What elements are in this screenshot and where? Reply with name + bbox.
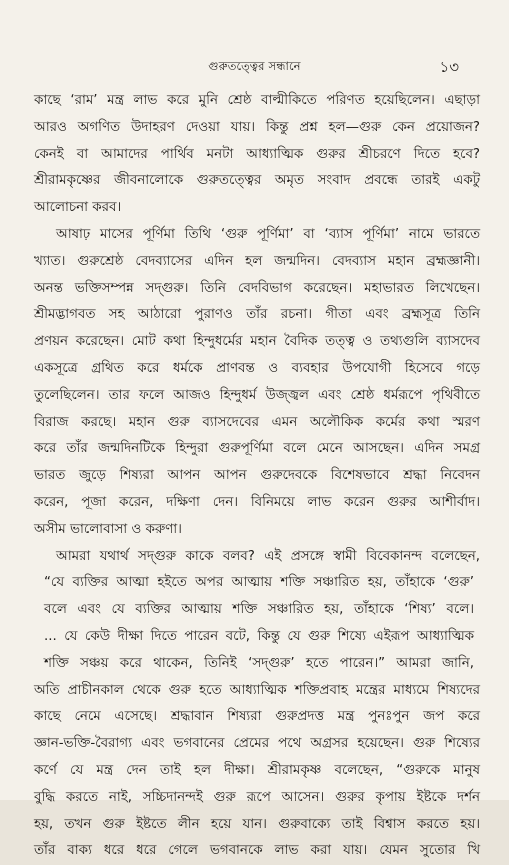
text-line: অসীম ভালোবাসা ও করুণা।	[34, 521, 182, 537]
running-title: গুরুতত্ত্বের সন্ধানে	[208, 59, 301, 73]
quote-line: বলে এবং যে ব্যক্তির আত্মায় শক্তি সঞ্চারিত হয়, তাঁহাকে ‘শিষ্য’ বলে।	[44, 602, 474, 618]
quote-line: ... যে কেউ দীক্ষা দিতে পারেন বটে, কিন্তু যে গুরু শিষ্যে এইরূপ আধ্যাত্মিক	[44, 628, 474, 644]
text-line: হয়, তখন গুরু ইষ্টতে লীন হয়ে যান। গুরুবাক্যে তাই বিশ্বাস করতে হয়।	[34, 816, 480, 832]
text-line: প্রণয়ন করেছেন। মোট কথা হিন্দুধর্মের মহান বৈদিক তত্ত্ব ও তথ্যগুলি ব্যাসদেব	[34, 334, 480, 350]
text-line: কেনই বা আমাদের পার্থিব মনটা আধ্যাত্মিক গুরুর শ্রীচরণে দিতে হবে?	[34, 146, 480, 162]
text-line: আরও অগণিত উদাহরণ দেওয়া যায়। কিন্তু প্রশ্ন হল—গুরু কেন প্রয়োজন?	[34, 119, 480, 135]
text-line: আমরা যথার্থ সদ্‌গুরু কাকে বলব? এই প্রসঙ্গে স্বামী বিবেকানন্দ বলেছেন,	[56, 548, 480, 564]
text-line: করে তাঁর জন্মদিনটিকে হিন্দুরা গুরুপূর্ণিমা বলে মেনে আসছেন। এদিন সমগ্র	[34, 441, 480, 457]
text-line: শ্রীরামকৃষ্ণের জীবনালোকে গুরুতত্ত্বের অমৃত সংবাদ প্রবন্ধে তারই একটু	[34, 173, 480, 189]
text-line: অনন্ত ভক্তিসম্পন্ন সদ্‌গুরু। তিনি বেদবিভাগ করেছেন। মহাভারত লিখেছেন।	[34, 280, 480, 296]
text-line: খ্যাত। গুরুশ্রেষ্ঠ বেদব্যাসের এদিন হল জন্মদিন। বেদব্যাস মহান ব্রহ্মজ্ঞানী।	[34, 253, 480, 269]
text-line: কর্ণে যে মন্ত্র দেন তাই হল দীক্ষা। শ্রীরামকৃষ্ণ বলেছেন, “গুরুকে মানুষ	[34, 762, 480, 778]
quote-line: শক্তি সঞ্চয় করে থাকেন, তিনিই ‘সদ্‌গুরু’ হতে পারেন।” আমরা জানি,	[44, 655, 474, 671]
page-number: ১৩	[439, 58, 459, 76]
text-line: শ্রীমদ্ভাগবত সহ আঠারো পুরাণও তাঁর রচনা। গীতা এবং ব্রহ্মসূত্র তিনি	[34, 307, 480, 323]
running-header	[0, 58, 509, 82]
text-line: তাঁর বাক্য ধরে ধরে গেলে ভগবানকে লাভ করা যায়। যেমন সুতোর খি	[34, 843, 480, 859]
body-text	[34, 88, 480, 865]
text-line: ভারত জুড়ে শিষ্যরা আপন আপন গুরুদেবকে বিশেষভাবে শ্রদ্ধা নিবেদন	[34, 468, 480, 484]
quote-line: “যে ব্যক্তির আত্মা হইতে অপর আত্মায় শক্তি সঞ্চারিত হয়, তাঁহাকে ‘গুরু’	[44, 575, 474, 591]
text-line: জ্ঞান-ভক্তি-বৈরাগ্য এবং ভগবানের প্রেমের পথে অগ্রসর হয়েছেন। গুরু শিষ্যের	[34, 736, 480, 752]
text-line: বুদ্ধি করতে নাই, সচ্চিদানন্দই গুরু রূপে আসেন। গুরুর কৃপায় ইষ্টকে দর্শন	[34, 789, 480, 805]
text-line: একসূত্রে গ্রথিত করে ধর্মকে প্রাণবন্ত ও ব্যবহার উপযোগী হিসেবে গড়ে	[34, 360, 480, 376]
text-line: বিরাজ করছে। মহান গুরু ব্যাসদেবের এমন অলৌকিক কর্মের কথা স্মরণ	[34, 414, 480, 430]
text-line: করেন, পূজা করেন, দক্ষিণা দেন। বিনিময়ে লাভ করেন গুরুর আশীর্বাদ।	[34, 494, 480, 510]
text-line: আলোচনা করব।	[34, 200, 122, 216]
text-line: আষাঢ় মাসের পূর্ণিমা তিথি ‘গুরু পূর্ণিমা’ বা ‘ব্যাস পূর্ণিমা’ নামে ভারতে	[56, 226, 480, 242]
text-line: অতি প্রাচীনকাল থেকে গুরু হতে আধ্যাত্মিক শক্তিপ্রবাহ মন্ত্রের মাধ্যমে শিষ্যদের	[34, 682, 480, 698]
text-line: কাছে নেমে এসেছে। শ্রদ্ধাবান শিষ্যরা গুরুপ্রদত্ত মন্ত্র পুনঃপুন জপ করে	[34, 709, 480, 725]
text-line: তুলেছিলেন। তার ফলে আজও হিন্দুধর্ম উজ্জ্বল এবং শ্রেষ্ঠ ধর্মরূপে পৃথিবীতে	[34, 387, 480, 403]
text-line: কাছে ‘রাম’ মন্ত্র লাভ করে মুনি শ্রেষ্ঠ বাল্মীকিতে পরিণত হয়েছিলেন। এছাড়া	[34, 93, 480, 108]
